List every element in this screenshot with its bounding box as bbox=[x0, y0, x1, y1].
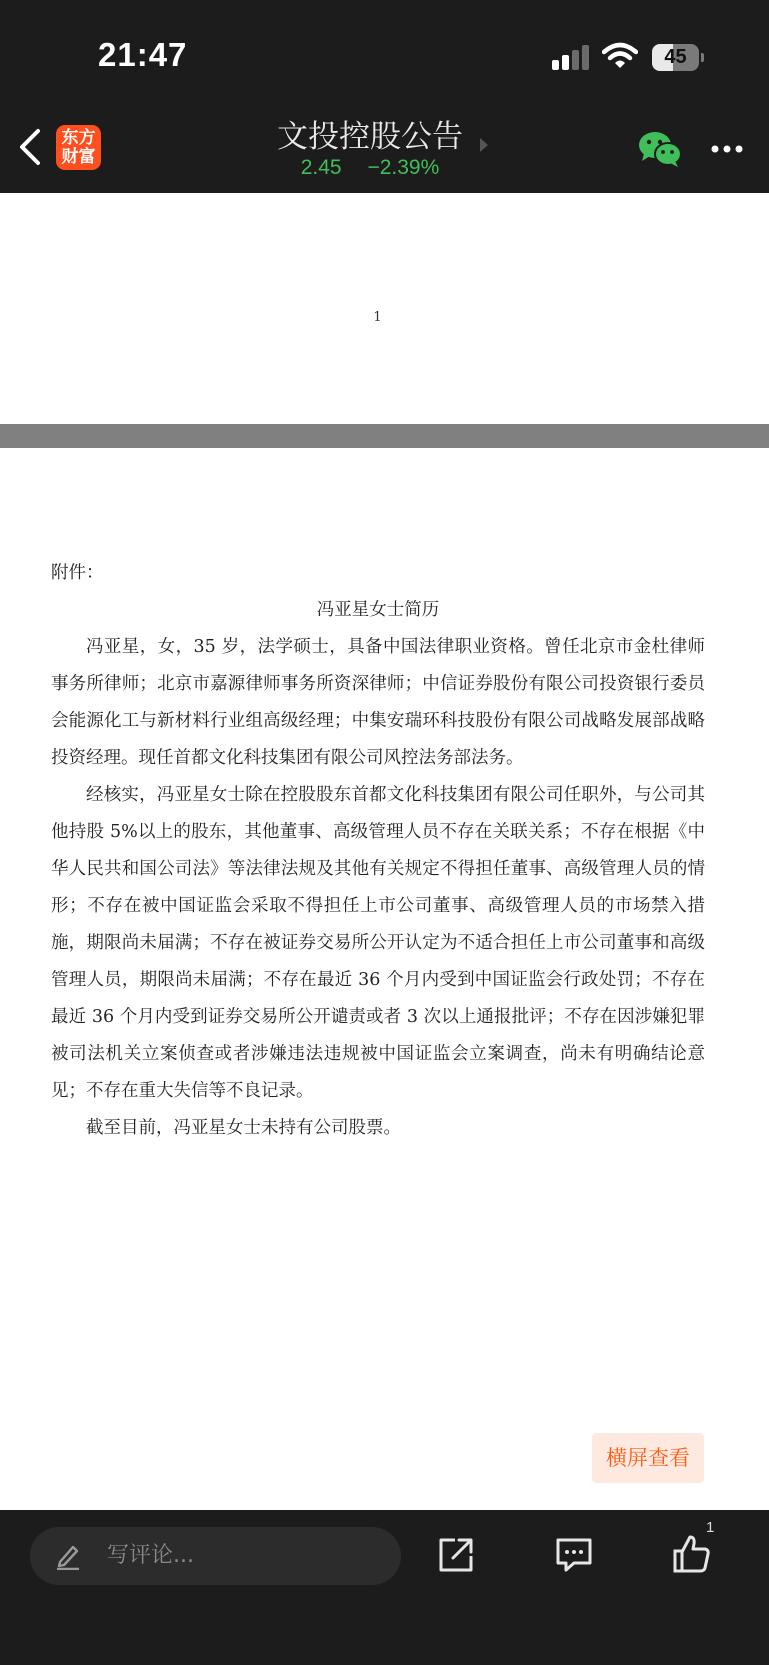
like-count: 1 bbox=[706, 1519, 715, 1536]
document-title: 冯亚星女士简历 bbox=[316, 600, 440, 620]
wechat-icon[interactable] bbox=[638, 130, 682, 168]
battery-body bbox=[652, 44, 699, 71]
status-time: 21:47 bbox=[98, 36, 188, 73]
battery-level: 45 bbox=[664, 46, 687, 68]
cellular-signal-icon bbox=[552, 44, 592, 72]
comment-placeholder: 写评论... bbox=[107, 1543, 194, 1568]
document-body bbox=[51, 555, 705, 1147]
document-page-previous bbox=[0, 193, 769, 424]
caret-right-icon[interactable] bbox=[480, 138, 488, 152]
page-divider bbox=[0, 424, 769, 448]
share-icon[interactable] bbox=[437, 1536, 475, 1574]
page-number: 1 bbox=[373, 310, 382, 325]
comment-icon[interactable] bbox=[555, 1536, 593, 1574]
brand-logo-line2: 财富 bbox=[61, 147, 96, 167]
battery-icon bbox=[652, 44, 704, 71]
landscape-view-button[interactable]: 横屏查看 bbox=[592, 1433, 704, 1483]
comment-input[interactable] bbox=[30, 1527, 401, 1585]
thumbs-up-icon[interactable] bbox=[672, 1534, 712, 1574]
stock-quote bbox=[0, 156, 740, 180]
status-bar bbox=[0, 0, 769, 100]
battery-cap bbox=[701, 53, 704, 62]
more-icon[interactable] bbox=[710, 144, 744, 154]
bottom-toolbar bbox=[0, 1510, 769, 1665]
stock-change: −2.39% bbox=[367, 156, 440, 179]
paragraph-verification: 经核实，冯亚星女士除在控股股东首都文化科技集团有限公司任职外，与公司其他持股 5%以上的股东，其他董事、高级管理人员不存在关联关系；不存在根据《中华人民共和国公司法》等法律法规及其他有关规定不得担任董事、高级管理人员的情形；不存在被中国证监会采取不得担任上市公司董事、高级管理人员的市场禁入措施，期限尚未届满；不存在被证券交易所公开认定为不适合担任上市公司董事和高级管理人员，期限尚未届满；不存在最近 36 个月内受到中国证监会行政处罚；不存在最近 36 个月内受到证券交易所公开谴责或者 3 次以上通报批评；不存在因涉嫌犯罪被司法机关立案侦查或者涉嫌违法违规被中国证监会立案调查，尚未有明确结论意见；不存在重大失信等不良记录。 bbox=[51, 785, 705, 1101]
attachment-label: 附件： bbox=[51, 563, 104, 583]
paragraph-profile: 冯亚星，女，35 岁，法学硕士，具备中国法律职业资格。曾任北京市金杜律师事务所律师；北京市嘉源律师事务所资深律师；中信证券股份有限公司投资银行委员会能源化工与新材料行业组高级经理；中集安瑞环科技股份有限公司战略发展部战略投资经理。现任首都文化科技集团有限公司风控法务部法务。 bbox=[51, 637, 705, 768]
brand-logo-line1: 东方 bbox=[61, 128, 96, 148]
paragraph-shareholding: 截至目前，冯亚星女士未持有公司股票。 bbox=[86, 1118, 401, 1138]
page-title[interactable]: 文投控股公告 bbox=[277, 119, 463, 155]
nav-bar bbox=[0, 100, 769, 193]
stock-price: 2.45 bbox=[300, 156, 342, 179]
pencil-icon bbox=[54, 1542, 82, 1570]
document-page bbox=[0, 448, 769, 1510]
wifi-icon bbox=[602, 42, 638, 70]
